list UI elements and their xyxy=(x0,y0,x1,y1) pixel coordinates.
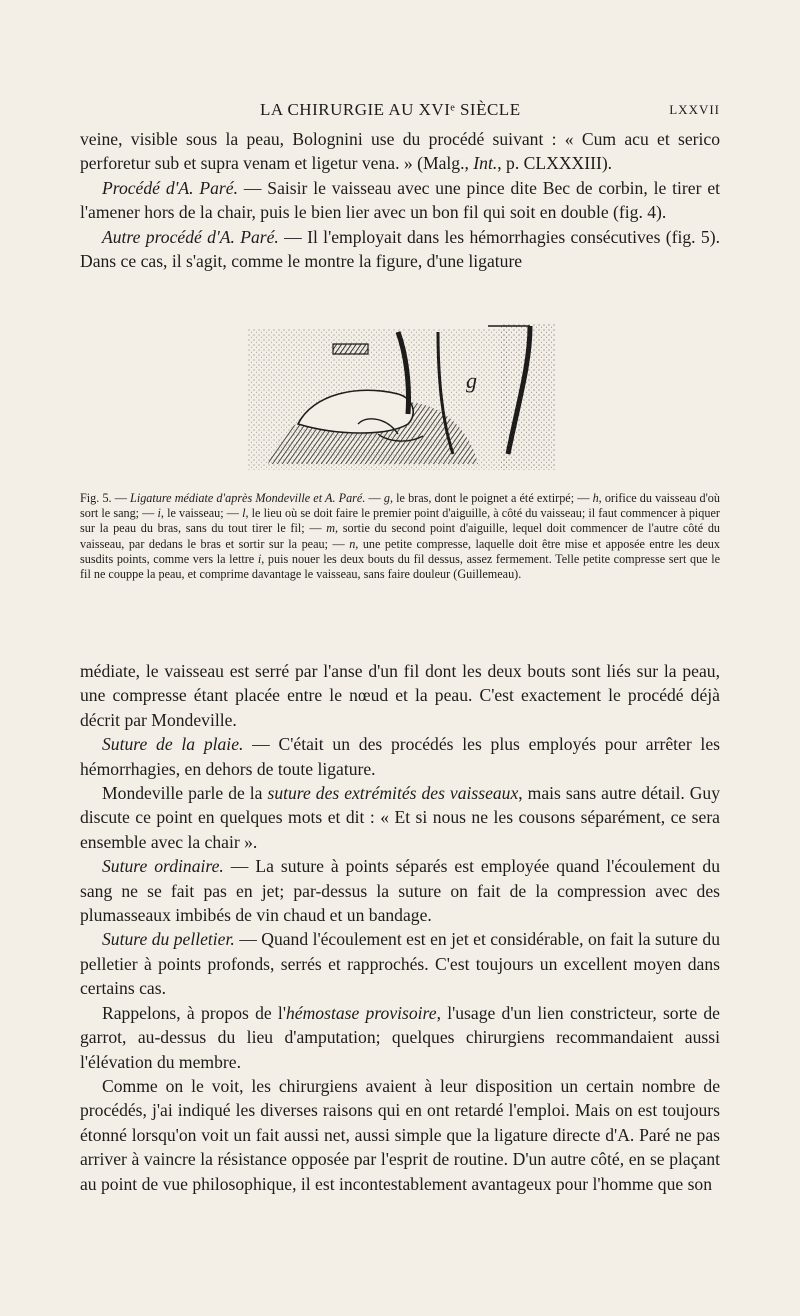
bottom-text-block xyxy=(80,659,720,1196)
paragraph-autre-procede: Autre procédé d'A. Paré. — Il l'employait dans les hémorrhagies consécutives (fig. 5). Dans ce cas, il s'agit, comme le montre la figure, d'une ligature xyxy=(80,226,720,272)
top-text-block xyxy=(80,127,720,273)
section-heading: Suture du pelletier. xyxy=(102,929,235,950)
ligature-engraving xyxy=(238,324,568,474)
paragraph-hemostase: Rappelons, à propos de l'hémostase provisoire, l'usage d'un lien constricteur, sorte de garrot, au-dessus du lieu d'amputation; quelques chirurgiens recommandaient aussi l'élévation du membre. xyxy=(80,1002,720,1072)
section-heading: Autre procédé d'A. Paré. xyxy=(102,226,279,247)
section-heading: Procédé d'A. Paré. xyxy=(102,177,238,198)
paragraph-suture-ordinaire: Suture ordinaire. — La suture à points séparés est employée quand l'écoulement du sang ne se fait pas en jet; par-dessus la suture on fait de la compression avec des plumasseaux imbibés de vin chaud et un bandage. xyxy=(80,856,720,926)
paragraph-suture-pelletier: Suture du pelletier. — Quand l'écoulement est en jet et considérable, on fait la suture du pelletier à points profonds, serrés et rapprochés. C'est toujours un excellent moyen dans certains cas. xyxy=(80,929,720,999)
paragraph-suture-plaie: Suture de la plaie. — C'était un des procédés les plus employés pour arrêter les hémorrhagies, en dehors de toute ligature. xyxy=(80,734,720,779)
section-heading: Suture ordinaire. xyxy=(102,856,224,877)
page-number: LXXVII xyxy=(669,102,720,117)
paragraph-mondeville: Mondeville parle de la suture des extrémités des vaisseaux, mais sans autre détail. Guy discute ce point en quelques mots et dit : « Et si nous ne les cousons séparément, ce sera ensemble avec la chair ». xyxy=(80,783,721,852)
section-heading: Suture de la plaie. xyxy=(102,734,244,755)
paragraph-bolognini: veine, visible sous la peau, Bolognini use du procédé suivant : « Cum acu et serico perforetur sub et supra venam et ligetur vena. » (Malg., Int., p. CLXXXIII). xyxy=(80,129,720,174)
figure-label-g: g xyxy=(466,368,477,393)
paragraph-mediate: médiate, le vaisseau est serré par l'anse d'un fil dont les deux bouts sont liés sur la peau, une compresse étant placée entre le nœud et la peau. C'est exactement le procédé déjà décrit par Mondeville. xyxy=(80,661,720,730)
paragraph-procede-pare: Procédé d'A. Paré. — Saisir le vaisseau avec une pince dite Bec de corbin, le tirer et l'amener hors de la chair, puis le bien lier avec un bon fil qui soit en double (fig. 4). xyxy=(80,177,721,223)
paragraph-conclusion: Comme on le voit, les chirurgiens avaient à leur disposition un certain nombre de procédés, j'ai indiqué les diverses raisons qui en ont retardé l'emploi. Mais on est toujours étonné lorsqu'on voit un fait aussi net, aussi simple que la ligature directe d'A. Paré ne pas arriver à vaincre la résistance opposée par l'esprit de routine. D'un autre côté, en se plaçant au point de vue philosophique, il est incontestablement avantageux pour l'homme que son xyxy=(80,1075,720,1194)
figure-caption: Fig. 5. — Ligature médiate d'après Mondeville et A. Paré. — g, le bras, dont le poignet a été extirpé; — h, orifice du vaisseau d'où sort le sang; — i, le vaisseau; — l, le lieu où se doit faire le premier point d'aiguille, à côté du vaisseau; il faut commencer à piquer sur la peau du bras, sans du tout tirer le fil; — m, sortie du second point d'aiguille, lequel doit commencer de l'autre côté du vaisseau, par dedans le bras et sortir sur la peau; — n, une petite compresse, laquelle doit être mise et apposée entre les deux susdits points, comme vers la lettre i, puis nouer les deux bouts du fil dessus, assez fermement. Telle petite compresse sert que le fil ne couppe la peau, et comprime davantage le vaisseau, sans faire douleur (Guillemeau). xyxy=(80,491,721,582)
figure-5-engraving xyxy=(238,324,568,474)
running-title: LA CHIRURGIE AU XVIᵉ SIÈCLE xyxy=(260,100,521,119)
